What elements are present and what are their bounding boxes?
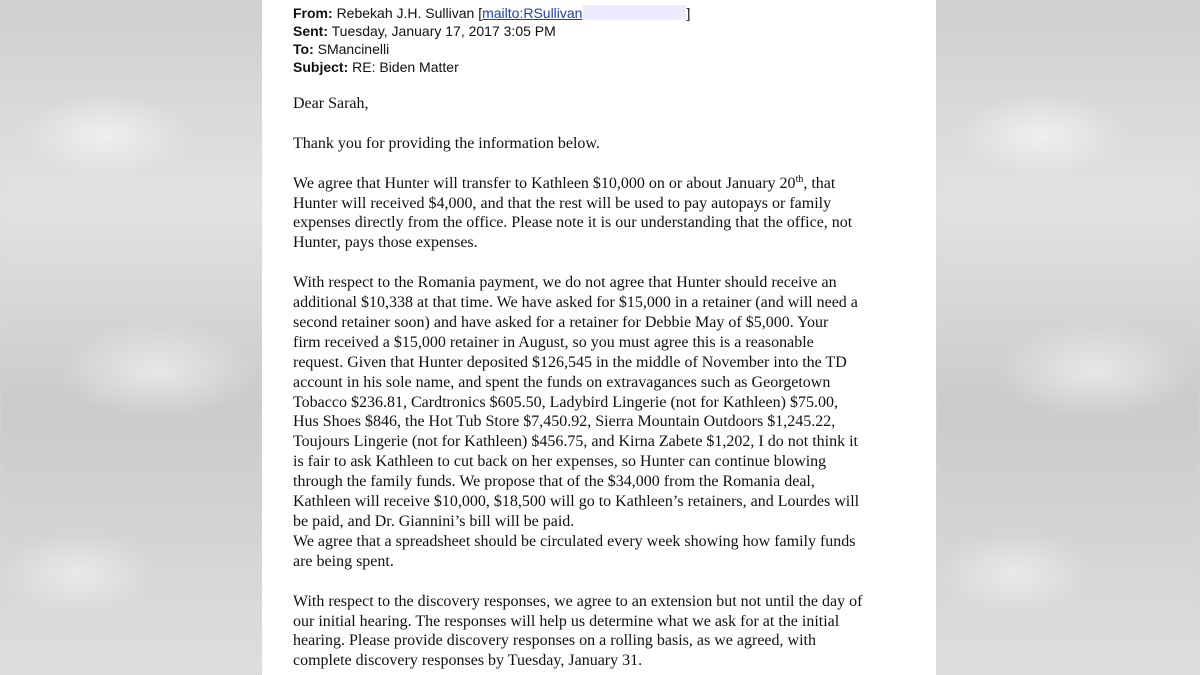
text-line: additional $10,338 at that time. We have asked for $15,000 in a retainer (and will need a <box>293 294 858 312</box>
text-line: Tobacco $236.81, Cardtronics $605.50, Ladybird Lingerie (not for Kathleen) $75.00, <box>293 393 838 411</box>
text-line: complete discovery responses by Tuesday, January 31. <box>293 652 643 670</box>
from-name: Rebekah J.H. Sullivan <box>336 5 475 21</box>
to-value: SMancinelli <box>317 41 390 57</box>
text-line: account in his sole name, and spent the funds on extravagances such as Georgetown <box>293 373 831 391</box>
greeting: Dear Sarah, <box>293 95 369 112</box>
paragraph-spreadsheet <box>293 532 923 572</box>
subject-value: RE: Biden Matter <box>352 59 459 75</box>
text-line: through the family funds. We propose that of the $34,000 from the Romania deal, <box>293 473 815 491</box>
from-row <box>293 4 690 22</box>
text-line: hearing. Please provide discovery responses on a rolling basis, as we agreed, with <box>293 632 816 650</box>
text-line: expenses directly from the office. Please note it is our understanding that the office, not <box>293 214 853 232</box>
text-line: Toujours Lingerie (not for Kathleen) $456.75, and Kirna Zabete $1,202, I do not think it <box>293 433 858 451</box>
paragraph-romania <box>293 273 923 532</box>
text-line: Hunter, pays those expenses. <box>293 234 478 252</box>
paragraph-discovery <box>293 592 923 672</box>
subject-row <box>293 58 690 76</box>
email-header <box>293 4 690 76</box>
text-line: request. Given that Hunter deposited $126,545 in the middle of November into the TD <box>293 353 847 371</box>
from-label: From: <box>293 5 333 21</box>
to-label: To: <box>293 41 314 57</box>
email-document <box>262 0 936 675</box>
text-line: be paid, and Dr. Giannini’s bill will be paid. <box>293 512 575 530</box>
from-mailto-link[interactable]: mailto:RSullivan <box>482 5 583 21</box>
to-row <box>293 40 690 58</box>
sent-value: Tuesday, January 17, 2017 3:05 PM <box>331 23 556 39</box>
text-line: Hus Shoes $846, the Hot Tub Store $7,450.92, Sierra Mountain Outdoors $1,245.22, <box>293 413 836 431</box>
text-line: firm received a $15,000 retainer in August, so you must agree this is a reasonable <box>293 333 814 351</box>
text-line: second retainer soon) and have asked for a retainer for Debbie May of $5,000. Your <box>293 313 829 331</box>
from-open-bracket: [ <box>478 5 483 21</box>
text-line: our initial hearing. The responses will help us determine what we ask for at the initial <box>293 612 840 630</box>
text-line: is fair to ask Kathleen to cut back on her expenses, so Hunter can continue blowing <box>293 453 827 471</box>
subject-label: Subject: <box>293 59 349 75</box>
redaction-box <box>583 5 686 20</box>
from-close-bracket: ] <box>686 5 691 21</box>
paragraph-thanks: Thank you for providing the information below. <box>293 134 600 152</box>
blurred-background-left <box>0 0 262 675</box>
text-line: With respect to the discovery responses, we agree to an extension but not until the day of <box>293 592 863 610</box>
sent-label: Sent: <box>293 23 328 39</box>
sent-row <box>293 22 690 40</box>
blurred-background-right <box>936 0 1200 675</box>
email-body <box>293 94 923 675</box>
text-line: are being spent. <box>293 552 394 570</box>
text-line: With respect to the Romania payment, we do not agree that Hunter should receive an <box>293 274 837 292</box>
paragraph-transfer <box>293 174 923 254</box>
text-line: We agree that Hunter will transfer to Kathleen $10,000 on or about January 20th, that <box>293 173 836 192</box>
text-line: We agree that a spreadsheet should be circulated every week showing how family funds <box>293 532 856 550</box>
text-line: Hunter will received $4,000, and that the rest will be used to pay autopays or family <box>293 194 832 212</box>
text-line: Kathleen will receive $10,000, $18,500 will go to Kathleen’s retainers, and Lourdes will <box>293 493 860 511</box>
